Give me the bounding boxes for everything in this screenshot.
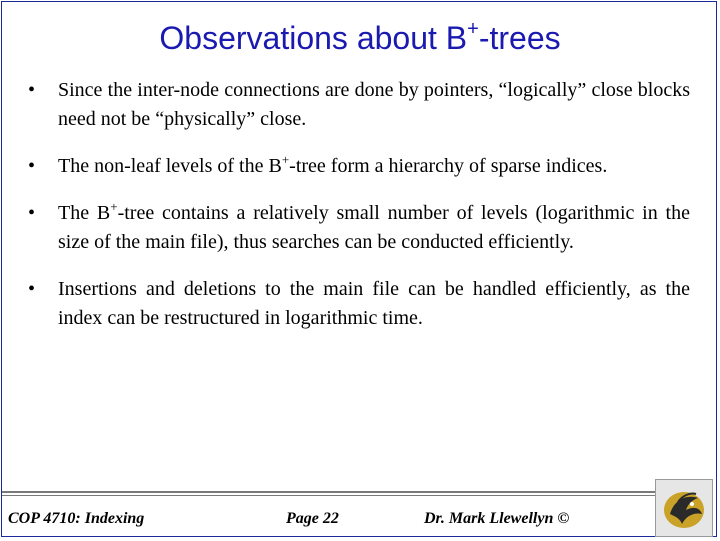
bullet-item [28, 152, 690, 181]
bullet-item [28, 76, 690, 134]
bullet-text-pre: The B [58, 202, 111, 224]
bullet-dot-icon: • [28, 79, 36, 101]
footer-divider-thin [2, 495, 658, 496]
title-superscript: + [467, 18, 479, 40]
bullet-text: Insertions and deletions to the main file can be handled efficiently, as the index can be restructured in logarithmic time. [58, 278, 690, 329]
footer-divider [2, 491, 658, 493]
ucf-pegasus-logo-icon [655, 479, 713, 537]
bullet-text-post: -tree contains a relatively small number of levels (logarithmic in the size of the main file), thus searches can be conducted efficiently. [58, 202, 690, 253]
bullet-dot-icon: • [28, 202, 36, 224]
bullet-text-pre: The non-leaf levels of the B [58, 155, 282, 177]
bullet-list [28, 76, 690, 333]
title-main: Observations about B [159, 20, 468, 56]
bullet-text: Since the inter-node connections are done by pointers, “logically” close blocks need not be “physically” close. [58, 79, 690, 130]
bullet-superscript: + [281, 152, 290, 167]
footer-page-number: Page 22 [286, 510, 339, 527]
title-tail: -trees [478, 20, 561, 56]
bullet-text-post: -tree form a hierarchy of sparse indices. [289, 155, 608, 177]
bullet-item [28, 199, 690, 257]
bullet-superscript: + [110, 199, 118, 214]
bullet-item [28, 275, 690, 333]
logo-graphic [656, 480, 712, 536]
slide-title [0, 14, 720, 62]
footer-author: Dr. Mark Llewellyn © [424, 510, 570, 527]
bullet-dot-icon: • [28, 278, 36, 300]
bullet-dot-icon: • [28, 155, 36, 177]
footer-course: COP 4710: Indexing [8, 510, 145, 527]
